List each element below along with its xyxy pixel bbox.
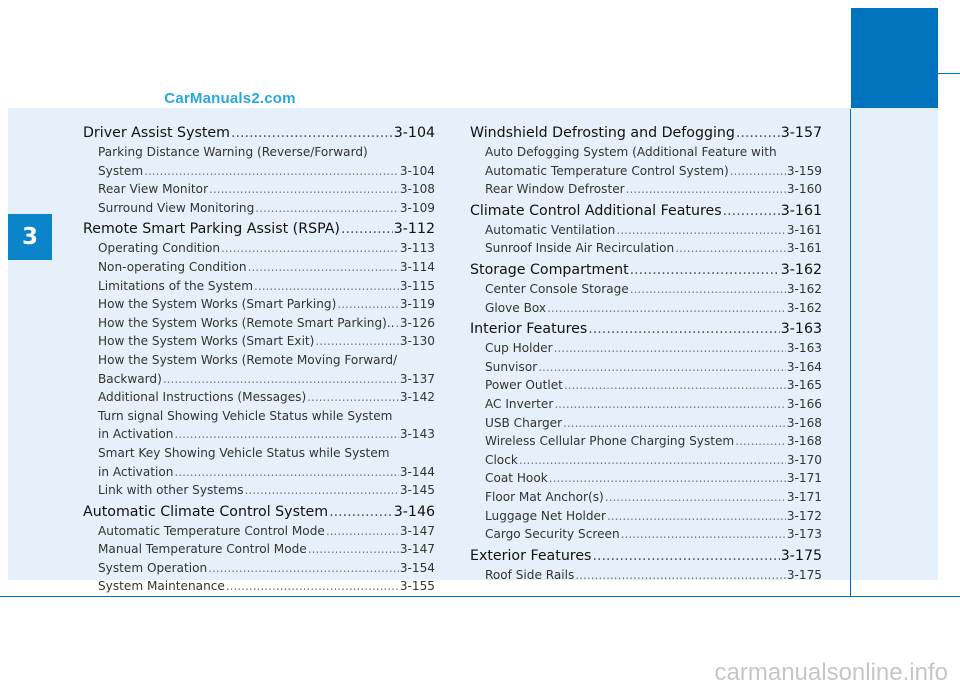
toc-entry[interactable]: Automatic Temperature Control System) ..... 3-159 [470, 162, 822, 181]
site-watermark: carmanualsonline.info [714, 659, 948, 686]
toc-entry[interactable]: Cargo Security Screen ..... 3-173 [470, 525, 822, 544]
toc-entry[interactable]: AC Inverter ..... 3-166 [470, 395, 822, 414]
toc-entry[interactable]: Power Outlet ..... 3-165 [470, 376, 822, 395]
toc-entry[interactable]: Coat Hook ..... 3-171 [470, 469, 822, 488]
toc-entry[interactable]: How the System Works (Remote Smart Parking).. ..... 3-126 [83, 314, 435, 333]
toc-entry-line[interactable]: Parking Distance Warning (Reverse/Forward) [98, 145, 368, 159]
margin-rule [850, 109, 851, 597]
toc-entry[interactable]: Manual Temperature Control Mode ..... 3-147 [83, 540, 435, 559]
toc-entry[interactable]: System Maintenance ..... 3-155 [83, 577, 435, 596]
toc-entry-line[interactable]: Smart Key Showing Vehicle Status while System [98, 445, 390, 460]
toc-entry[interactable]: Automatic Temperature Control Mode ..... 3-147 [83, 522, 435, 541]
chapter-tab [851, 8, 938, 109]
toc-entry[interactable]: System Operation ..... 3-154 [83, 559, 435, 578]
toc-entry[interactable]: Floor Mat Anchor(s) ..... 3-171 [470, 488, 822, 507]
toc-entry[interactable]: Non-operating Condition ..... 3-114 [83, 258, 435, 277]
toc-entry[interactable]: Backward) ..... 3-137 [83, 370, 435, 389]
toc-entry[interactable]: Wireless Cellular Phone Charging System ..... 3-168 [470, 432, 822, 451]
toc-column-right [470, 124, 822, 584]
toc-section[interactable]: Climate Control Additional Features ..... 3-161 [470, 202, 822, 221]
toc-entry[interactable]: Cup Holder ..... 3-163 [470, 339, 822, 358]
toc-entry[interactable]: Roof Side Rails ..... 3-175 [470, 566, 822, 585]
toc-entry[interactable]: in Activation ..... 3-143 [83, 425, 435, 444]
toc-entry[interactable]: Glove Box ..... 3-162 [470, 299, 822, 318]
toc-section[interactable]: Automatic Climate Control System ..... 3-146 [83, 503, 435, 522]
toc-section[interactable]: Remote Smart Parking Assist (RSPA) ..... 3-112 [83, 220, 435, 239]
toc-entry[interactable]: Sunvisor ..... 3-164 [470, 358, 822, 377]
toc-entry[interactable]: System ..... 3-104 [83, 162, 435, 181]
top-rule [938, 73, 960, 74]
toc-entry[interactable]: Rear Window Defroster ..... 3-160 [470, 180, 822, 199]
toc-entry[interactable]: Surround View Monitoring ..... 3-109 [83, 199, 435, 218]
toc-entry[interactable]: Rear View Monitor ..... 3-108 [83, 180, 435, 199]
bottom-rule [0, 596, 960, 597]
toc-entry-line[interactable]: Turn signal Showing Vehicle Status while System [98, 408, 393, 423]
toc-entry[interactable]: How the System Works (Smart Parking) ..... 3-119 [83, 295, 435, 314]
toc-entry[interactable]: Automatic Ventilation ..... 3-161 [470, 221, 822, 240]
toc-entry[interactable]: How the System Works (Smart Exit) ..... 3-130 [83, 332, 435, 351]
toc-section[interactable]: Driver Assist System ..... 3-104 [83, 124, 435, 143]
toc-entry[interactable]: Sunroof Inside Air Recirculation ..... 3-161 [470, 239, 822, 258]
toc-section[interactable]: Storage Compartment ..... 3-162 [470, 261, 822, 280]
chapter-number: 3 [8, 214, 52, 260]
toc-entry[interactable]: Link with other Systems ..... 3-145 [83, 481, 435, 500]
toc-entry[interactable]: Clock ..... 3-170 [470, 451, 822, 470]
toc-section[interactable]: Exterior Features ..... 3-175 [470, 547, 822, 566]
toc-entry-line[interactable]: How the System Works (Remote Moving Forward/ [98, 352, 398, 367]
toc-entry[interactable]: USB Charger ..... 3-168 [470, 414, 822, 433]
toc-entry[interactable]: Center Console Storage ..... 3-162 [470, 280, 822, 299]
toc-section[interactable]: Interior Features ..... 3-163 [470, 320, 822, 339]
toc-entry[interactable]: Additional Instructions (Messages) ..... 3-142 [83, 388, 435, 407]
toc-entry[interactable]: in Activation ..... 3-144 [83, 463, 435, 482]
toc-column-left [83, 124, 435, 596]
toc-entry[interactable]: Limitations of the System ..... 3-115 [83, 277, 435, 296]
toc-entry-line[interactable]: Auto Defogging System (Additional Feature with [485, 145, 777, 159]
toc-entry[interactable]: Operating Condition ..... 3-113 [83, 239, 435, 258]
watermark: CarManuals2.com [164, 90, 296, 107]
toc-entry[interactable]: Luggage Net Holder ..... 3-172 [470, 507, 822, 526]
toc-section[interactable]: Windshield Defrosting and Defogging ..... 3-157 [470, 124, 822, 143]
